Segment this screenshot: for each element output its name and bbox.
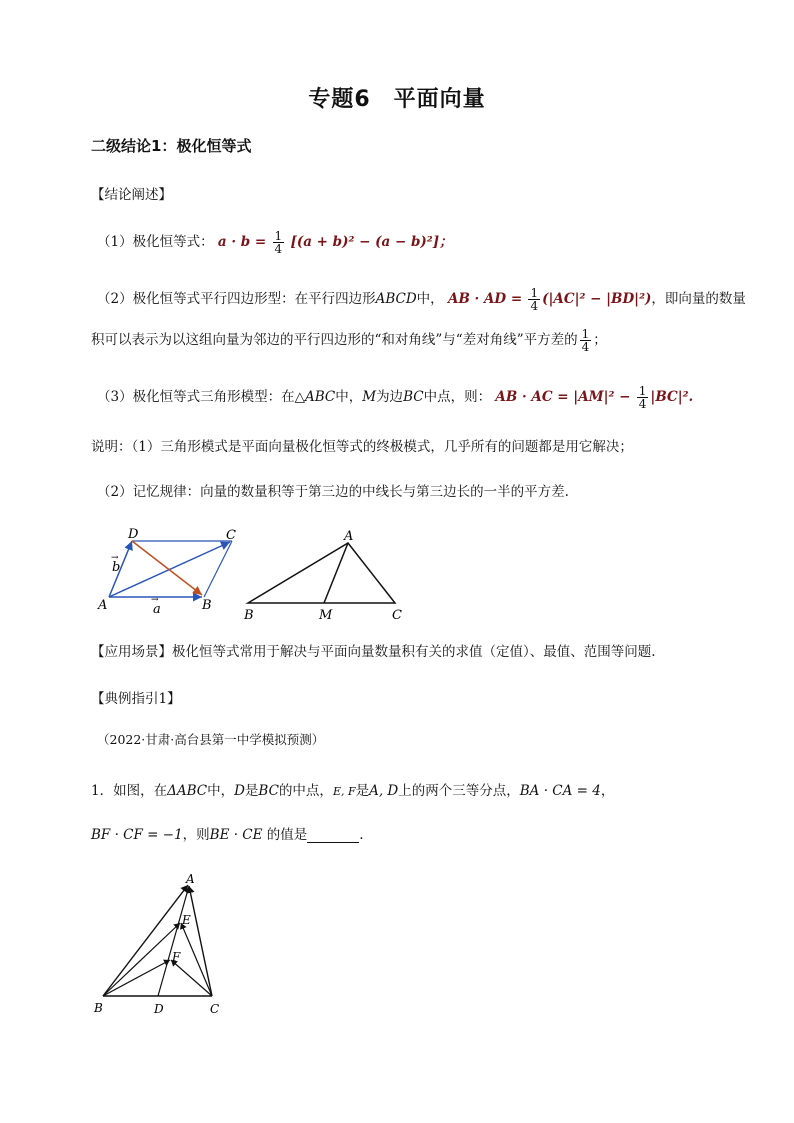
- item-2-line-2: [91, 328, 607, 353]
- side-bc: BC: [258, 783, 279, 799]
- problem-text: 中，: [207, 783, 235, 799]
- shape-abcd: ABCD: [375, 291, 417, 307]
- item-2-end: ；: [593, 332, 607, 348]
- points-ad: A, D: [369, 783, 399, 799]
- problem-line-2: [91, 823, 364, 843]
- problem-text: 的中点，: [278, 783, 333, 799]
- item-2-suffix: ，即向量的数量: [651, 291, 746, 307]
- item-3: [97, 385, 693, 410]
- segment-ce: [181, 923, 212, 996]
- conclusion-label: 【结论阐述】: [91, 187, 172, 203]
- problem-text: ，则: [182, 827, 210, 843]
- label-a: A: [186, 872, 195, 886]
- point-d: D: [234, 783, 245, 799]
- problem-text: .: [359, 827, 364, 843]
- label-c: C: [392, 608, 402, 622]
- item-2-mid: 中，: [416, 291, 444, 307]
- item-3-mid2: 为边: [376, 389, 404, 405]
- parallelogram-figure: [92, 525, 262, 615]
- side-ab: [103, 885, 188, 996]
- problem-source: （2022·甘肃·高台县第一中学模拟预测）: [97, 732, 325, 747]
- dot-product-ba-ca: BA · CA = 4: [519, 783, 601, 799]
- label-c: C: [226, 528, 236, 543]
- item-1-formula-left: a · b =: [217, 234, 267, 250]
- label-a: A: [98, 598, 108, 613]
- problem-figure: [88, 870, 238, 1020]
- label-a: A: [344, 530, 354, 544]
- label-b: B: [94, 1001, 103, 1015]
- vector-arrow-b: →: [111, 553, 119, 563]
- label-m: M: [319, 608, 333, 622]
- note-2: （2）记忆规律：向量的数量积等于第三边的中线长与第三边长的一半的平方差.: [97, 484, 569, 500]
- triangle-abc: △ABC: [294, 389, 336, 405]
- item-1: [97, 230, 453, 255]
- diagonal-db: [132, 541, 202, 595]
- side-bc: BC: [403, 389, 424, 405]
- problem-text: 1．如图，在: [91, 783, 168, 799]
- item-2-line-1: [97, 287, 746, 312]
- problem-text: 的值是: [266, 827, 308, 843]
- item-3-formula-right: |BC|².: [650, 389, 694, 405]
- label-e: E: [182, 913, 191, 927]
- item-3-mid1: 中，: [335, 389, 363, 405]
- dot-product-be-ce: BE · CE: [209, 827, 263, 843]
- example-label: 【典例指引1】: [91, 691, 181, 707]
- problem-text: ，: [600, 783, 615, 799]
- triangle-abc: ΔABC: [167, 783, 208, 799]
- fraction-one-quarter: $\frac{1}{4}$: [274, 229, 283, 256]
- median-am: [324, 543, 348, 603]
- item-3-mid3: 中点，则：: [423, 389, 492, 405]
- label-vector-a: a: [153, 602, 161, 615]
- label-b: B: [244, 608, 254, 622]
- fraction-one-quarter: $\frac{1}{4}$: [530, 286, 539, 313]
- label-f: F: [172, 950, 181, 964]
- application-scene: 【应用场景】极化恒等式常用于解决与平面向量数量积有关的求值（定值）、最值、范围等问题.: [91, 644, 656, 660]
- problem-text: 是: [355, 783, 370, 799]
- item-1-prefix: （1）极化恒等式：: [97, 234, 214, 250]
- triangle-abc-shape: [248, 543, 395, 603]
- points-ef: E, F: [332, 785, 356, 798]
- problem-text: 是: [244, 783, 259, 799]
- side-bc: [204, 541, 232, 597]
- label-c: C: [210, 1002, 220, 1016]
- fraction-one-quarter: $\frac{1}{4}$: [638, 384, 647, 411]
- item-3-formula-left: AB · AC = |AM|² −: [495, 389, 631, 405]
- label-d: D: [154, 1002, 164, 1016]
- label-vector-b: b: [112, 560, 121, 575]
- item-2-formula-left: AB · AD =: [447, 291, 523, 307]
- item-1-formula-right: [(a + b)² − (a − b)²]；: [290, 234, 453, 250]
- item-2-text: 积可以表示为以这组向量为邻边的平行四边形的“和对角线”与“差对角线”平方差的: [91, 332, 578, 348]
- note-1: 说明：（1）三角形模式是平面向量极化恒等式的终极模式，几乎所有的问题都是用它解决；: [91, 439, 633, 455]
- page-title: 专题6 平面向量: [308, 87, 486, 112]
- item-2-prefix: （2）极化恒等式平行四边形型：在平行四边形: [97, 291, 376, 307]
- item-2-formula-right: (|AC|² − |BD|²): [542, 291, 652, 307]
- triangle-median-figure: [240, 530, 410, 622]
- median-ad: [158, 886, 189, 996]
- section-heading: 二级结论1：极化恒等式: [91, 137, 252, 155]
- problem-line-1: [91, 779, 614, 799]
- item-3-prefix: （3）极化恒等式三角形模型：在: [97, 389, 295, 405]
- vector-arrow-a: →: [151, 595, 159, 605]
- answer-blank[interactable]: [307, 828, 359, 843]
- dot-product-bf-cf: BF · CF = −1: [91, 827, 183, 843]
- problem-text: 上的两个三等分点，: [398, 783, 520, 799]
- label-d: D: [128, 527, 139, 542]
- label-b: B: [202, 598, 212, 613]
- point-m: M: [362, 389, 377, 405]
- fraction-one-quarter: $\frac{1}{4}$: [581, 327, 590, 354]
